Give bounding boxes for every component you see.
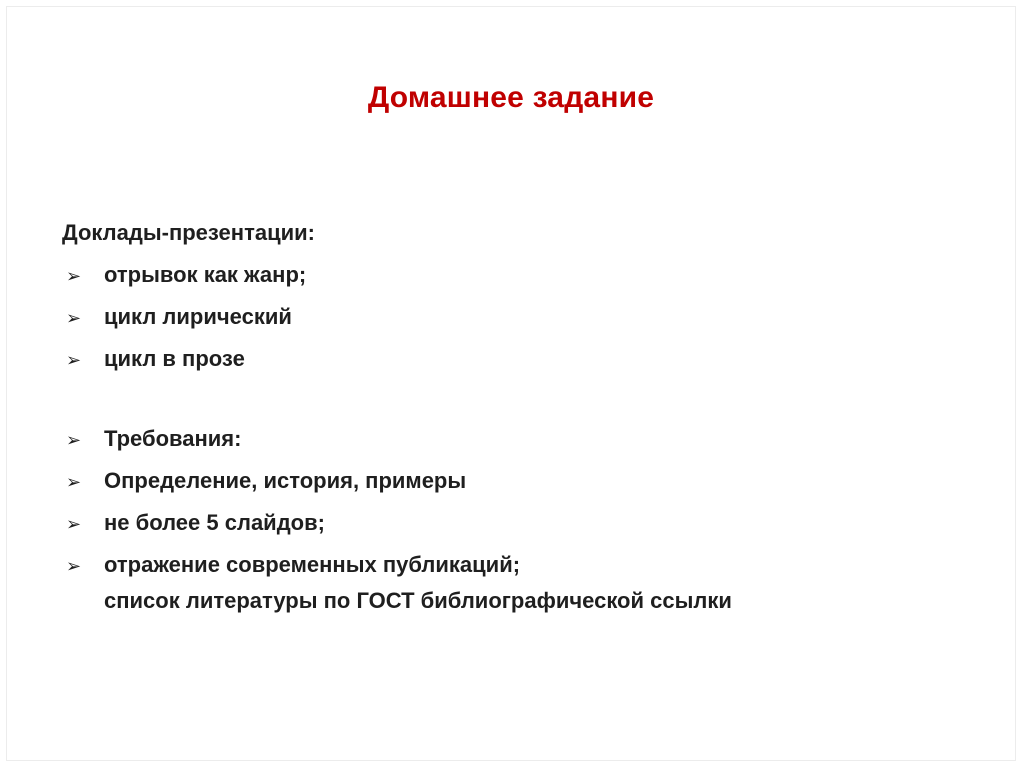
- slide-title: Домашнее задание: [367, 81, 655, 114]
- list-item: [62, 421, 982, 457]
- arrowhead-bullet-icon: ➢: [66, 266, 82, 286]
- arrowhead-bullet-icon: ➢: [66, 430, 82, 450]
- list-item: [62, 463, 982, 499]
- list-item: [62, 547, 982, 619]
- arrowhead-bullet-icon: ➢: [66, 514, 82, 534]
- arrowhead-bullet-icon: ➢: [66, 308, 82, 328]
- list-item-text: не более 5 слайдов;: [104, 510, 325, 535]
- slide-content: [62, 215, 982, 625]
- intro-text: Доклады-презентации:: [62, 220, 315, 245]
- list-item: [62, 257, 982, 293]
- list-item-text: Определение, история, примеры: [104, 468, 467, 493]
- list-item-text-line2: список литературы по ГОСТ библиографической ссылки: [104, 588, 732, 613]
- list-item-text: отрывок как жанр;: [104, 262, 307, 287]
- list-item-text-line1: отражение современных публикаций;: [104, 552, 521, 577]
- list-item: [62, 299, 982, 335]
- arrowhead-bullet-icon: ➢: [66, 350, 82, 370]
- arrowhead-bullet-icon: ➢: [66, 556, 82, 576]
- list-item-text: Требования:: [104, 426, 242, 451]
- list-item: [62, 341, 982, 377]
- list-item-text: цикл в прозе: [104, 346, 245, 371]
- list-item-text: цикл лирический: [104, 304, 292, 329]
- spacer: [62, 383, 982, 421]
- arrowhead-bullet-icon: ➢: [66, 472, 82, 492]
- slide: [6, 6, 1016, 761]
- list-item: [62, 505, 982, 541]
